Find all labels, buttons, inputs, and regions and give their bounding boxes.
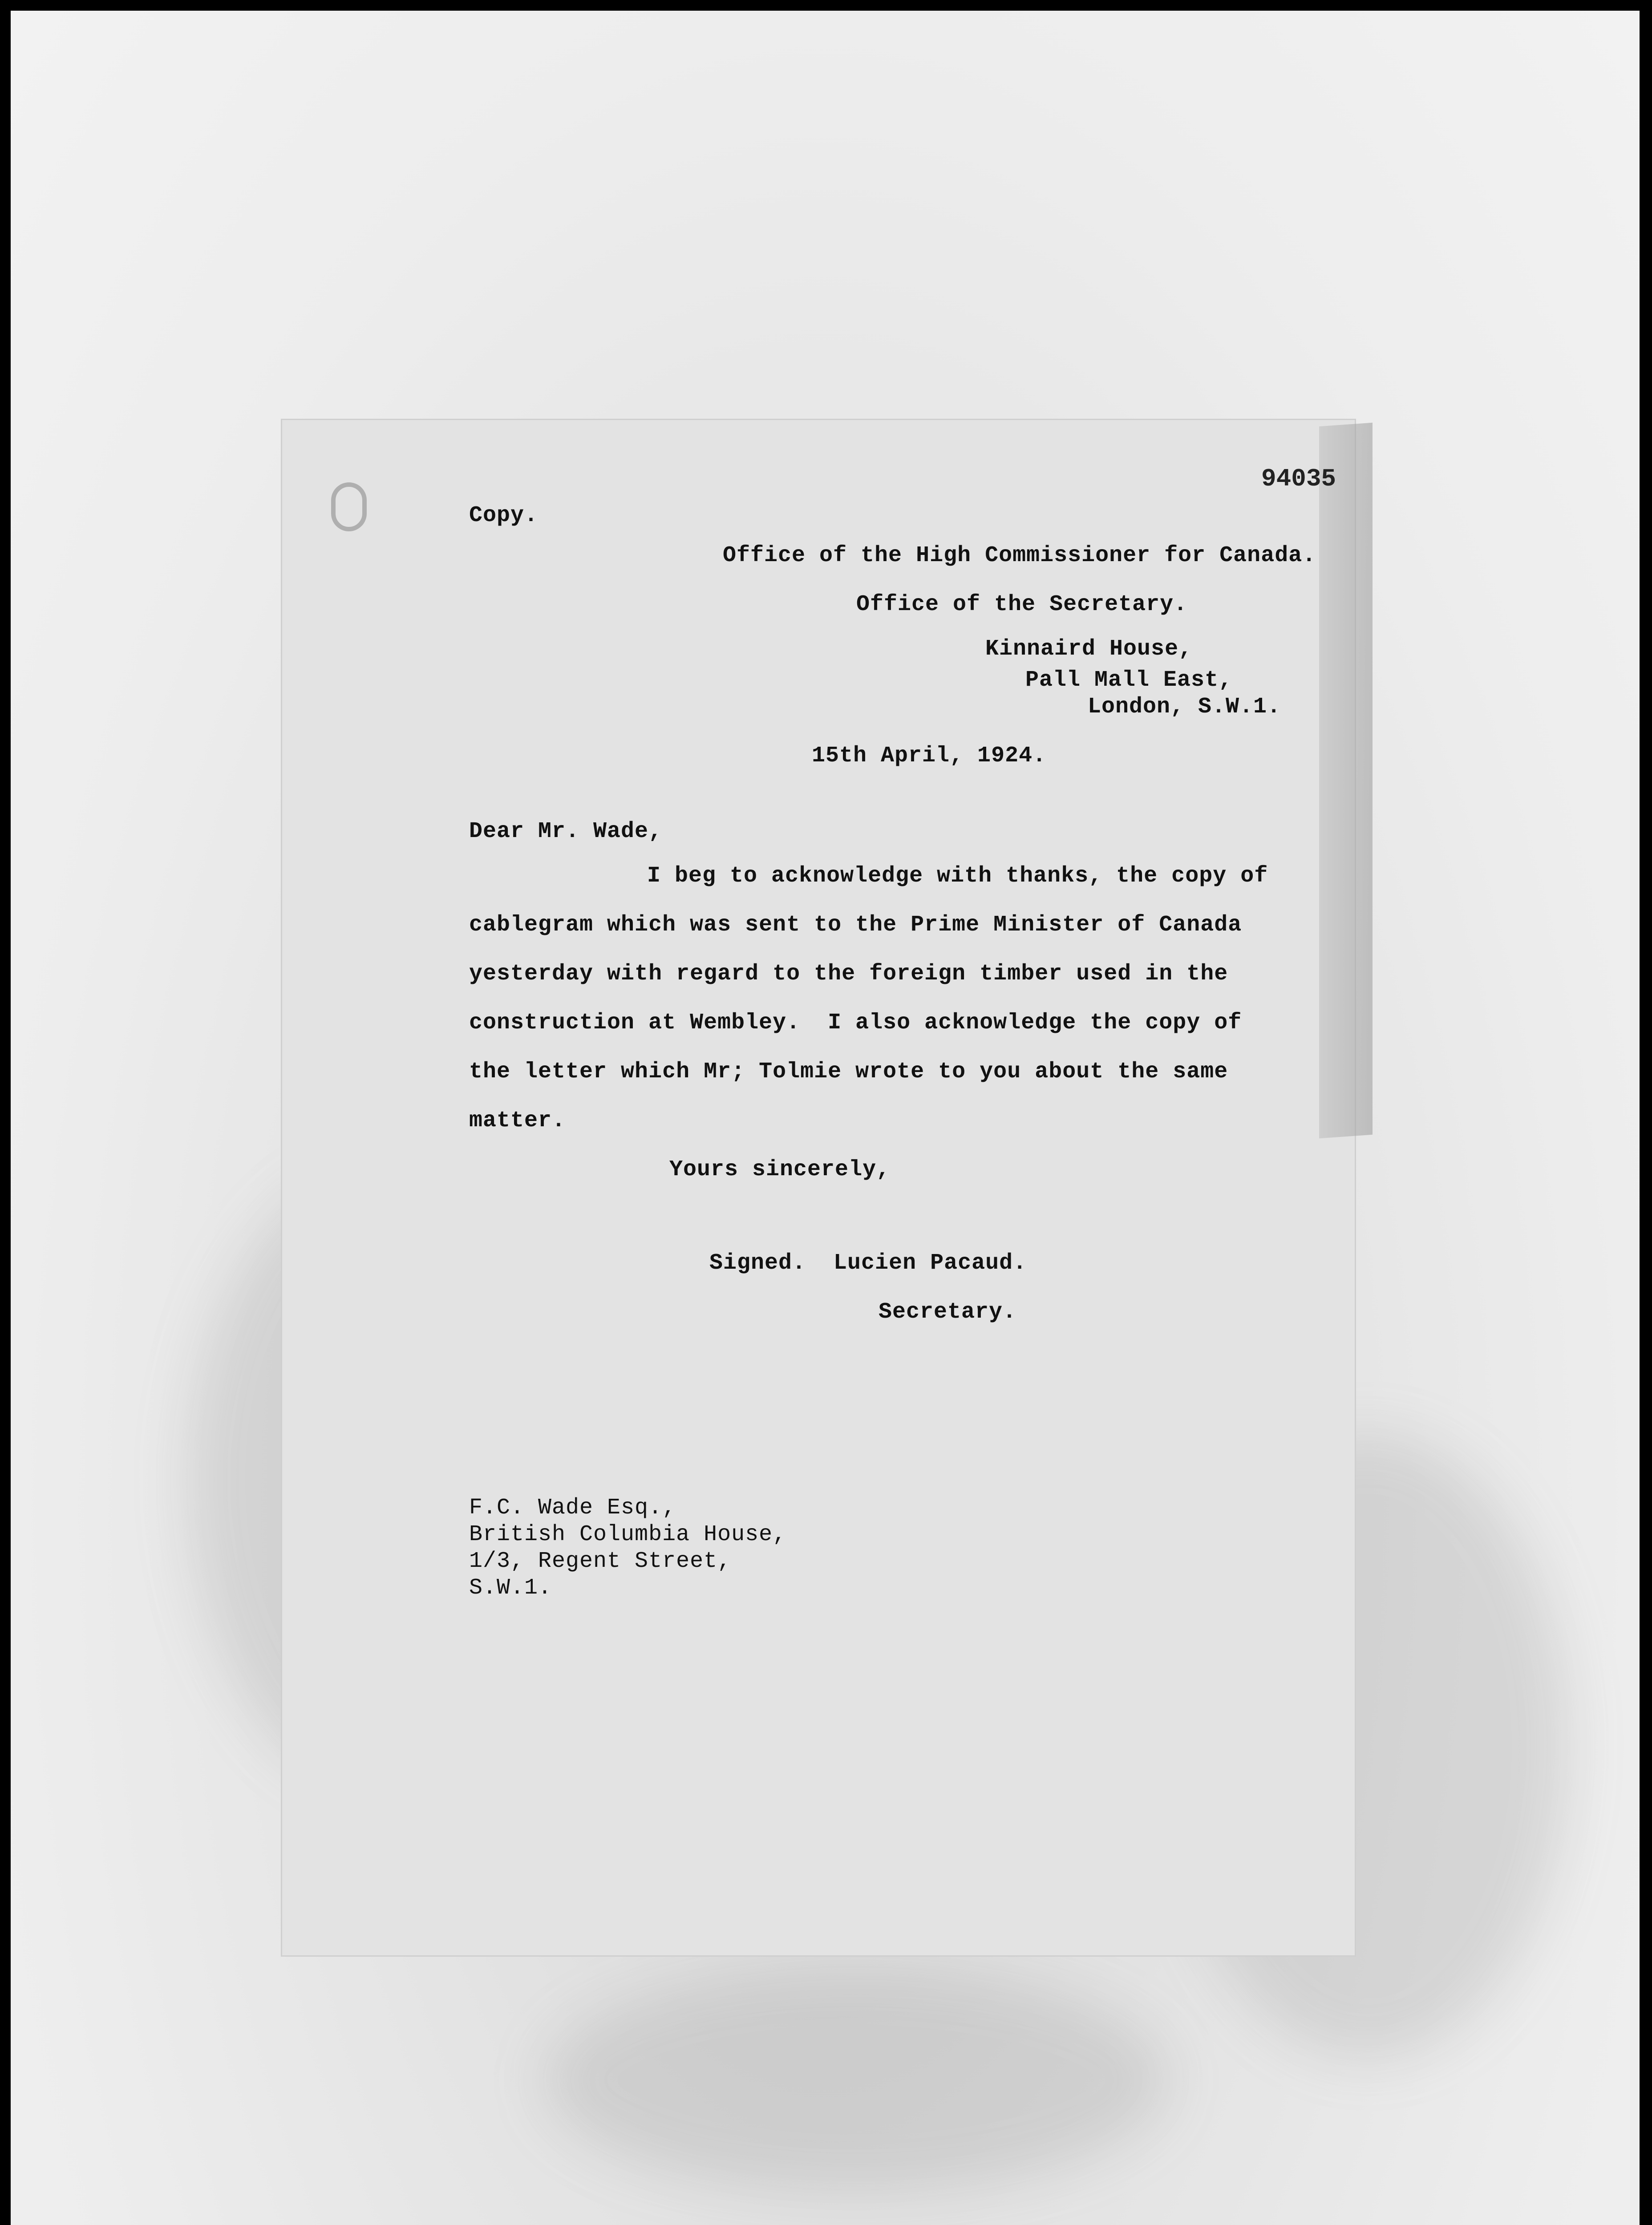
recipient-line: S.W.1.: [469, 1575, 552, 1601]
closing: Yours sincerely,: [669, 1157, 891, 1182]
recipient-line: 1/3, Regent Street,: [469, 1549, 732, 1574]
office-line-1: Office of the High Commissioner for Canada.: [723, 543, 1316, 568]
paper-clip-mark: [331, 482, 367, 531]
body-line: yesterday with regard to the foreign timber used in the: [469, 961, 1228, 987]
microfilm-frame: [11, 11, 1640, 2225]
letter-page: [282, 420, 1355, 1955]
address-line-3: London, S.W.1.: [1088, 694, 1281, 720]
recipient-line: British Columbia House,: [469, 1522, 787, 1547]
salutation: Dear Mr. Wade,: [469, 819, 663, 844]
body-line: construction at Wembley. I also acknowledge the copy of: [469, 1010, 1242, 1036]
page-fold-shadow: [1319, 423, 1373, 1138]
address-line-2: Pall Mall East,: [1025, 668, 1233, 693]
copy-label: Copy.: [469, 503, 539, 528]
letter-date: 15th April, 1924.: [812, 743, 1047, 769]
body-line: cablegram which was sent to the Prime Minister of Canada: [469, 912, 1242, 938]
body-line: I beg to acknowledge with thanks, the copy of: [647, 863, 1268, 889]
body-line: matter.: [469, 1108, 566, 1133]
office-line-2: Office of the Secretary.: [856, 592, 1188, 617]
signatory-title: Secretary.: [879, 1299, 1017, 1325]
signature-line: Signed. Lucien Pacaud.: [709, 1250, 1027, 1276]
address-line-1: Kinnaird House,: [985, 636, 1193, 662]
document-number: 94035: [1261, 465, 1336, 493]
shadow-smudge: [545, 1969, 1168, 2191]
recipient-line: F.C. Wade Esq.,: [469, 1495, 676, 1521]
body-line: the letter which Mr; Tolmie wrote to you about the same: [469, 1059, 1228, 1084]
